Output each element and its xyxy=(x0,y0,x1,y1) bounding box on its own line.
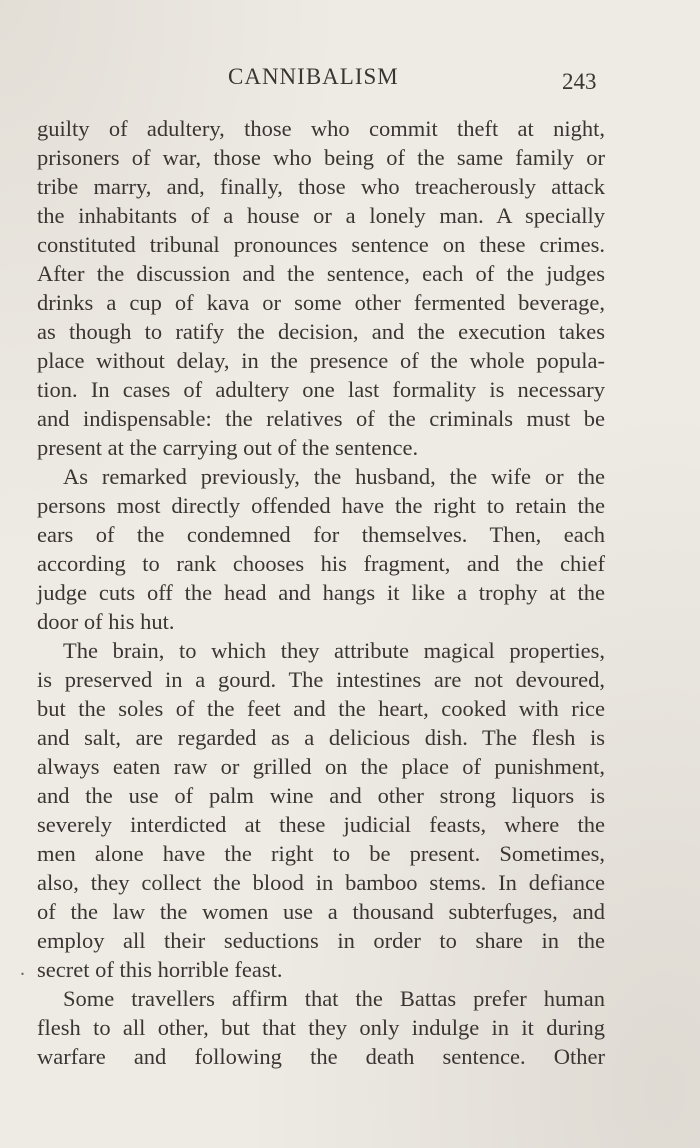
text-line: judge cuts off the head and hangs it like a trophy at the xyxy=(37,580,605,605)
text-line: After the discussion and the sentence, each of the judges xyxy=(37,261,605,286)
text-line: tribe marry, and, finally, those who treacherously attack xyxy=(37,174,605,199)
text-line: as though to ratify the decision, and the execution takes xyxy=(37,319,605,344)
text-line: always eaten raw or grilled on the place of punishment, xyxy=(37,754,605,779)
text-line: and indispensable: the relatives of the criminals must be xyxy=(37,406,605,431)
text-line: constituted tribunal pronounces sentence on these crimes. xyxy=(37,232,605,257)
text-line: The brain, to which they attribute magical properties, xyxy=(63,638,605,663)
text-line: guilty of adultery, those who commit theft at night, xyxy=(37,116,605,141)
text-line: warfare and following the death sentence. Other xyxy=(37,1044,605,1069)
text-line: present at the carrying out of the sentence. xyxy=(37,435,419,460)
text-line: is preserved in a gourd. The intestines are not devoured, xyxy=(37,667,605,692)
text-line: prisoners of war, those who being of the same family or xyxy=(37,145,605,170)
running-head xyxy=(0,64,700,96)
text-line: ears of the condemned for themselves. Then, each xyxy=(37,522,605,547)
text-line: of the law the women use a thousand subterfuges, and xyxy=(37,899,605,924)
running-title: CANNIBALISM xyxy=(228,64,399,89)
text-line: tion. In cases of adultery one last formality is necessary xyxy=(37,377,605,402)
body-text xyxy=(37,114,605,1071)
text-line: and salt, are regarded as a delicious dish. The flesh is xyxy=(37,725,605,750)
text-line: drinks a cup of kava or some other fermented beverage, xyxy=(37,290,605,315)
text-line: Some travellers affirm that the Battas prefer human xyxy=(63,986,605,1011)
text-line: but the soles of the feet and the heart, cooked with rice xyxy=(37,696,605,721)
text-line: secret of this horrible feast. xyxy=(37,957,283,982)
text-line: flesh to all other, but that they only indulge in it during xyxy=(37,1015,605,1040)
text-line: severely interdicted at these judicial feasts, where the xyxy=(37,812,605,837)
text-line: employ all their seductions in order to share in the xyxy=(37,928,605,953)
text-line: according to rank chooses his fragment, and the chief xyxy=(37,551,605,576)
text-line: As remarked previously, the husband, the wife or the xyxy=(63,464,605,489)
margin-dot: . xyxy=(20,958,25,980)
text-line: persons most directly offended have the right to retain the xyxy=(37,493,605,518)
text-line: the inhabitants of a house or a lonely man. A specially xyxy=(37,203,605,228)
page-number: 243 xyxy=(562,69,597,94)
text-line: place without delay, in the presence of the whole popula- xyxy=(37,348,605,373)
text-line: and the use of palm wine and other strong liquors is xyxy=(37,783,605,808)
text-line: door of his hut. xyxy=(37,609,175,634)
text-line: also, they collect the blood in bamboo stems. In defiance xyxy=(37,870,605,895)
text-line: men alone have the right to be present. Sometimes, xyxy=(37,841,605,866)
